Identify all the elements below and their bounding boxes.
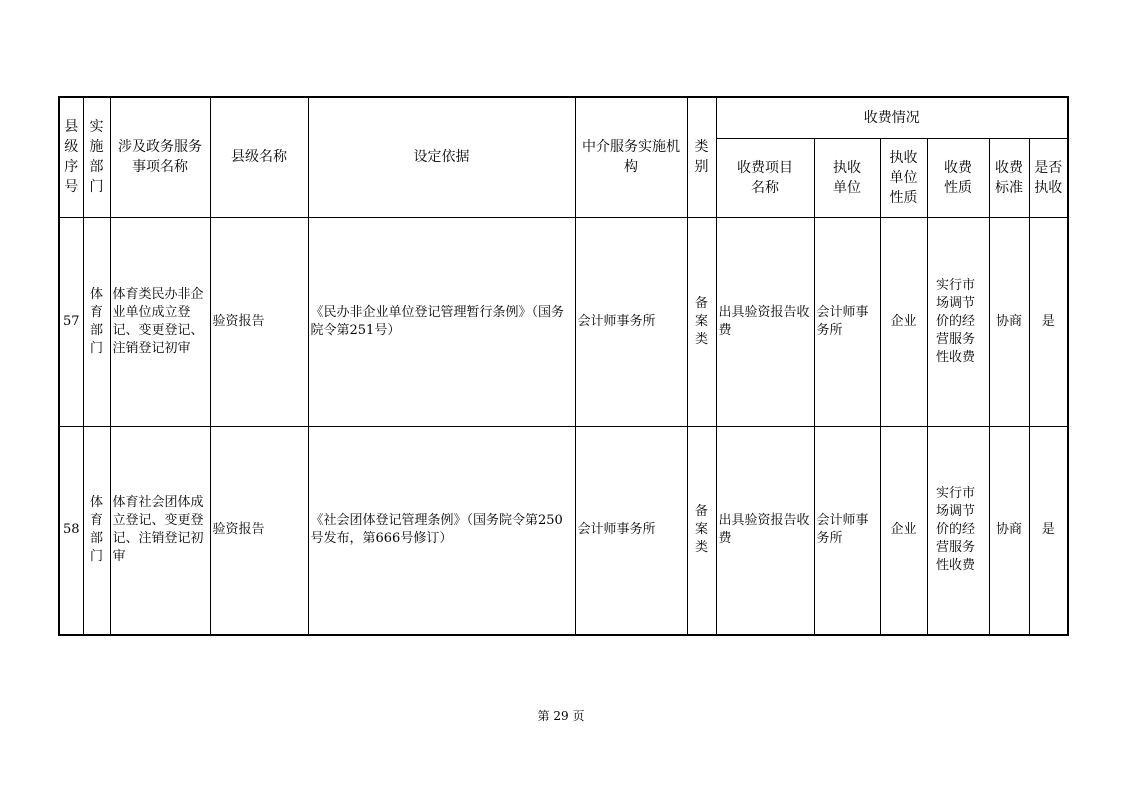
cell-basis: 《民办非企业单位登记管理暂行条例》（国务院令第251号） [308, 217, 575, 426]
header-collector: 执收单位 [814, 138, 880, 217]
cell-seq: 58 [59, 426, 83, 635]
cell-fee-nature: 实行市场调节价的经营服务性收费 [927, 217, 989, 426]
header-fee-group: 收费情况 [716, 97, 1068, 138]
cell-agency: 会计师事务所 [575, 426, 687, 635]
cell-collector: 会计师事务所 [814, 426, 880, 635]
cell-collector: 会计师事务所 [814, 217, 880, 426]
cell-item: 体育类民办非企业单位成立登记、变更登记、注销登记初审 [110, 217, 210, 426]
cell-fee-item: 出具验资报告收费 [716, 426, 814, 635]
cell-category: 备案类 [687, 217, 716, 426]
cell-basis: 《社会团体登记管理条例》（国务院令第250号发布，第666号修订） [308, 426, 575, 635]
cell-category: 备案类 [687, 426, 716, 635]
header-is-collected: 是否执收 [1029, 138, 1068, 217]
header-dept: 实施部门 [83, 97, 110, 217]
cell-county-name: 验资报告 [210, 217, 308, 426]
fee-table [58, 96, 1069, 636]
cell-fee-nature: 实行市场调节价的经营服务性收费 [927, 426, 989, 635]
cell-fee-standard: 协商 [989, 217, 1029, 426]
header-category: 类别 [687, 97, 716, 217]
table-row [59, 426, 1068, 635]
cell-item: 体育社会团体成立登记、变更登记、注销登记初审 [110, 426, 210, 635]
header-seq: 县级序号 [59, 97, 83, 217]
page-number: 第 29 页 [537, 709, 585, 723]
header-agency: 中介服务实施机构 [575, 97, 687, 217]
cell-dept: 体育部门 [83, 426, 110, 635]
table-row [59, 217, 1068, 426]
header-basis: 设定依据 [308, 97, 575, 217]
header-item: 涉及政务服务事项名称 [110, 97, 210, 217]
cell-is-collected: 是 [1029, 217, 1068, 426]
cell-seq: 57 [59, 217, 83, 426]
cell-fee-item: 出具验资报告收费 [716, 217, 814, 426]
header-fee-nature: 收费性质 [927, 138, 989, 217]
header-county-name: 县级名称 [210, 97, 308, 217]
header-fee-item: 收费项目名称 [716, 138, 814, 217]
header-collector-type: 执收单位性质 [880, 138, 927, 217]
cell-county-name: 验资报告 [210, 426, 308, 635]
header-fee-standard: 收费标准 [989, 138, 1029, 217]
cell-is-collected: 是 [1029, 426, 1068, 635]
cell-fee-standard: 协商 [989, 426, 1029, 635]
cell-dept: 体育部门 [83, 217, 110, 426]
cell-agency: 会计师事务所 [575, 217, 687, 426]
cell-collector-type: 企业 [880, 426, 927, 635]
cell-collector-type: 企业 [880, 217, 927, 426]
